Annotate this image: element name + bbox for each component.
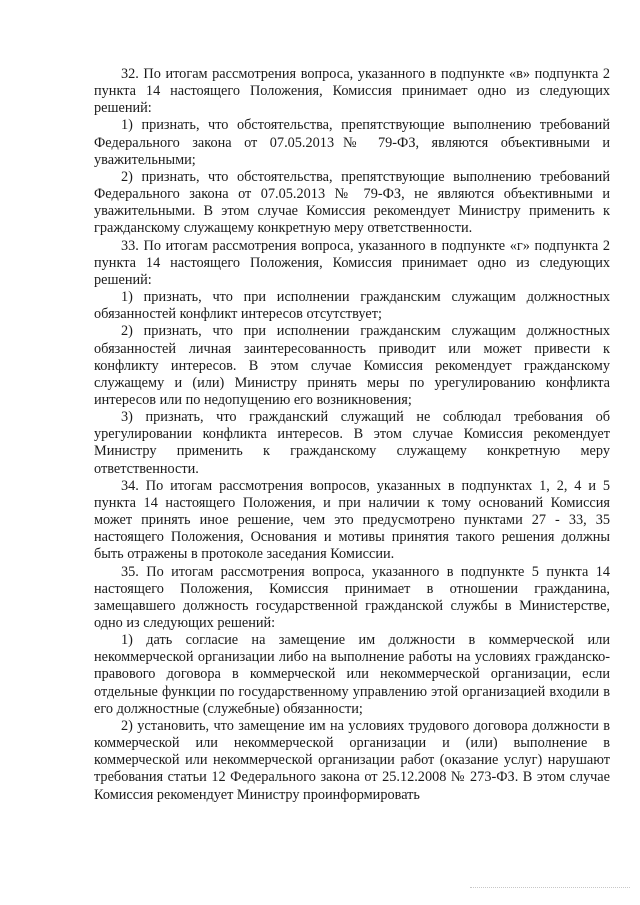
paragraph-32-item-1: 1) признать, что обстоятельства, препятствующие выполнению требований Федерального закона от 07.05.2013№ 79-ФЗ, являются объективными и уважительными; bbox=[94, 117, 610, 168]
paragraph-35-item-2: 2) установить, что замещение им на условиях трудового договора должности в коммерческой или некоммерческой организации и (или) выполнение в коммерческой или некоммерческой организации работ (оказание услуг) нарушают требования статьи 12 Федерального закона от 25.12.2008 № 273-ФЗ. В этом случае Комиссия рекомендует Министру проинформировать bbox=[94, 717, 610, 803]
paragraph-33: 33. По итогам рассмотрения вопроса, указанного в подпункте «г» подпункта 2 пункта 14 настоящего Положения, Комиссия принимает одно из следующих решений: bbox=[94, 237, 610, 288]
paragraph-32: 32. По итогам рассмотрения вопроса, указанного в подпункте «в» подпункта 2 пункта 14 настоящего Положения, Комиссия принимает одно из следующих решений: bbox=[94, 66, 610, 117]
paragraph-35-item-1: 1) дать согласие на замещение им должности в коммерческой или некоммерческой организации либо на выполнение работы на условиях гражданско-правового договора в коммерческой или некоммерческой организации, если отдельные функции по государственному управлению этой организацией входили в его должностные (служебные) обязанности; bbox=[94, 632, 610, 717]
paragraph-35: 35. По итогам рассмотрения вопроса, указанного в подпункте 5 пункта 14 настоящего Положения, Комиссия принимает в отношении гражданина, замещавшего должность государственной гражданской службы в Министерстве, одно из следующих решений: bbox=[94, 563, 610, 631]
scan-edge-divider bbox=[470, 883, 630, 888]
document-page bbox=[94, 66, 610, 804]
paragraph-33-item-3: 3) признать, что гражданский служащий не соблюдал требования об урегулировании конфликта интересов. В этом случае Комиссия рекомендует Министру применить к гражданскому служащему конкретную меру ответственности. bbox=[94, 409, 610, 477]
paragraph-33-item-1: 1) признать, что при исполнении гражданским служащим должностных обязанностей конфликт интересов отсутствует; bbox=[94, 289, 610, 323]
paragraph-33-item-2: 2) признать, что при исполнении гражданским служащим должностных обязанностей личная заинтересованность приводит или может привести к конфликту интересов. В этом случае Комиссия рекомендует гражданскому служащему и (или) Министру принять меры по урегулированию конфликта интересов или по недопущению его возникновения; bbox=[94, 323, 610, 408]
paragraph-34: 34. По итогам рассмотрения вопросов, указанных в подпунктах 1, 2, 4 и 5 пункта 14 настоящего Положения, и при наличии к тому оснований Комиссия может принять иное решение, чем это предусмотрено пунктами 27 - 33, 35 настоящего Положения, Основания и мотивы принятия такого решения должны быть отражены в протоколе заседания Комиссии. bbox=[94, 477, 610, 563]
paragraph-32-item-2: 2) признать, что обстоятельства, препятствующие выполнению требований Федерального закона от 07.05.2013 № 79-ФЗ, не являются объективными и уважительными. В этом случае Комиссия рекомендует Министру применить к гражданскому служащему конкретную меру ответственности. bbox=[94, 168, 610, 237]
